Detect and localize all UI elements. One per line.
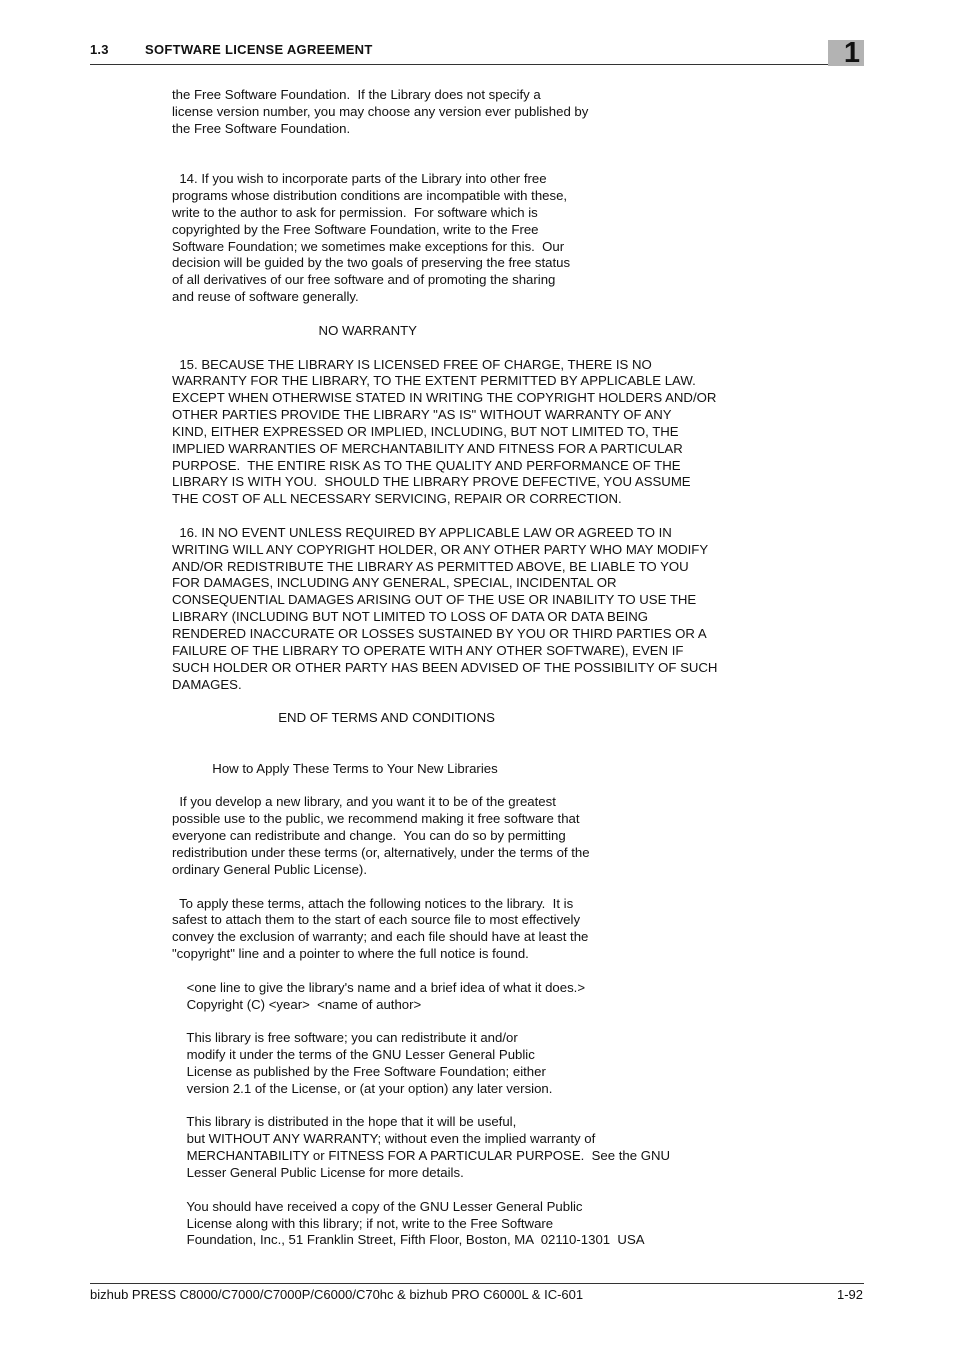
footer-divider — [90, 1283, 864, 1284]
text-line: write to the author to ask for permission. For software which is — [172, 204, 538, 220]
text-line: MERCHANTABILITY or FITNESS FOR A PARTICULAR PURPOSE. See the GNU — [172, 1148, 671, 1164]
text-line: the Free Software Foundation. — [172, 120, 351, 136]
text-line: This library is distributed in the hope that it will be useful, — [172, 1114, 517, 1130]
text-line: ordinary General Public License). — [172, 861, 367, 877]
text-line: possible use to the public, we recommend making it free software that — [172, 811, 580, 827]
text-line: PURPOSE. THE ENTIRE RISK AS TO THE QUALITY AND PERFORMANCE OF THE — [172, 457, 681, 473]
blank-line — [172, 1013, 772, 1030]
text-line: but WITHOUT ANY WARRANTY; without even the implied warranty of — [172, 1131, 596, 1147]
text-line: Copyright (C) <year> <name of author> — [172, 996, 422, 1012]
text-line: 14. If you wish to incorporate parts of the Library into other free — [172, 171, 547, 187]
text-line: decision will be guided by the two goals of preserving the free status — [172, 255, 571, 271]
blank-line — [172, 744, 772, 761]
text-line: WRITING WILL ANY COPYRIGHT HOLDER, OR ANY OTHER PARTY WHO MAY MODIFY — [172, 541, 709, 557]
text-line: WARRANTY FOR THE LIBRARY, TO THE EXTENT PERMITTED BY APPLICABLE LAW. — [172, 373, 696, 389]
blank-line — [172, 508, 772, 525]
text-line: License as published by the Free Software Foundation; either — [172, 1063, 546, 1079]
chapter-tab — [828, 37, 864, 69]
blank-line — [172, 693, 772, 710]
text-line: License along with this library; if not, write to the Free Software — [172, 1215, 554, 1231]
text-line: THE COST OF ALL NECESSARY SERVICING, REPAIR OR CORRECTION. — [172, 491, 622, 507]
section-number: 1.3 — [90, 42, 109, 57]
text-line: LIBRARY (INCLUDING BUT NOT LIMITED TO LOSS OF DATA OR DATA BEING — [172, 609, 649, 625]
license-text-body — [172, 87, 772, 1249]
blank-line — [172, 963, 772, 980]
text-line: KIND, EITHER EXPRESSED OR IMPLIED, INCLUDING, BUT NOT LIMITED TO, THE — [172, 423, 679, 439]
text-line: 15. BECAUSE THE LIBRARY IS LICENSED FREE OF CHARGE, THERE IS NO — [172, 356, 652, 372]
text-line: license version number, you may choose any version ever published by — [172, 103, 589, 119]
text-line: version 2.1 of the License, or (at your option) any later version. — [172, 1080, 553, 1096]
text-line: FAILURE OF THE LIBRARY TO OPERATE WITH ANY OTHER SOFTWARE), EVEN IF — [172, 642, 684, 658]
blank-line — [172, 727, 772, 744]
text-line: SUCH HOLDER OR OTHER PARTY HAS BEEN ADVISED OF THE POSSIBILITY OF SUCH — [172, 659, 718, 675]
blank-line — [172, 154, 772, 171]
text-line: END OF TERMS AND CONDITIONS — [172, 710, 495, 726]
text-line: of all derivatives of our free software and of promoting the sharing — [172, 272, 556, 288]
blank-line — [172, 340, 772, 357]
blank-line — [172, 1182, 772, 1199]
text-line: RENDERED INACCURATE OR LOSSES SUSTAINED BY YOU OR THIRD PARTIES OR A — [172, 626, 707, 641]
blank-line — [172, 306, 772, 323]
text-line: modify it under the terms of the GNU Lesser General Public — [172, 1047, 535, 1063]
text-line: safest to attach them to the start of each source file to most effectively — [172, 912, 581, 928]
blank-line — [172, 1098, 772, 1115]
text-line: Software Foundation; we sometimes make exceptions for this. Our — [172, 238, 565, 254]
text-line: everyone can redistribute and change. You can do so by permitting — [172, 828, 566, 844]
header-divider — [90, 64, 864, 65]
text-line: the Free Software Foundation. If the Library does not specify a — [172, 87, 541, 102]
text-line: CONSEQUENTIAL DAMAGES ARISING OUT OF THE USE OR INABILITY TO USE THE — [172, 592, 697, 608]
text-line: 16. IN NO EVENT UNLESS REQUIRED BY APPLICABLE LAW OR AGREED TO IN — [172, 524, 672, 540]
text-line: redistribution under these terms (or, alternatively, under the terms of the — [172, 844, 590, 860]
text-line: To apply these terms, attach the following notices to the library. It is — [172, 895, 574, 911]
section-title: SOFTWARE LICENSE AGREEMENT — [145, 42, 373, 57]
text-line: You should have received a copy of the GNU Lesser General Public — [172, 1198, 583, 1214]
text-line: This library is free software; you can redistribute it and/or — [172, 1030, 518, 1046]
text-line: FOR DAMAGES, INCLUDING ANY GENERAL, SPECIAL, INCIDENTAL OR — [172, 575, 617, 591]
text-line: NO WARRANTY — [172, 322, 417, 338]
footer-page-number: 1-92 — [836, 1287, 863, 1302]
footer-product-name: bizhub PRESS C8000/C7000/C7000P/C6000/C70hc & bizhub PRO C6000L & IC-601 — [90, 1287, 584, 1302]
text-line: and reuse of software generally. — [172, 289, 359, 305]
text-line: convey the exclusion of warranty; and each file should have at least the — [172, 929, 589, 945]
text-line: DAMAGES. — [172, 676, 242, 692]
text-line: OTHER PARTIES PROVIDE THE LIBRARY "AS IS" WITHOUT WARRANTY OF ANY — [172, 407, 672, 423]
blank-line — [172, 879, 772, 896]
text-line: IMPLIED WARRANTIES OF MERCHANTABILITY AND FITNESS FOR A PARTICULAR — [172, 440, 683, 456]
text-line: <one line to give the library's name and a brief idea of what it does.> — [172, 979, 586, 995]
text-line: How to Apply These Terms to Your New Libraries — [172, 760, 498, 776]
blank-line — [172, 778, 772, 795]
text-line: Foundation, Inc., 51 Franklin Street, Fifth Floor, Boston, MA 02110-1301 USA — [172, 1232, 645, 1248]
text-line: AND/OR REDISTRIBUTE THE LIBRARY AS PERMITTED ABOVE, BE LIABLE TO YOU — [172, 558, 689, 574]
text-line: If you develop a new library, and you want it to be of the greatest — [172, 794, 556, 810]
blank-line — [172, 138, 772, 155]
text-line: copyrighted by the Free Software Foundation, write to the Free — [172, 221, 539, 237]
text-line: LIBRARY IS WITH YOU. SHOULD THE LIBRARY PROVE DEFECTIVE, YOU ASSUME — [172, 474, 691, 490]
text-line: programs whose distribution conditions are incompatible with these, — [172, 188, 568, 204]
text-line: Lesser General Public License for more details. — [172, 1165, 464, 1180]
text-line: "copyright" line and a pointer to where the full notice is found. — [172, 946, 529, 962]
text-line: EXCEPT WHEN OTHERWISE STATED IN WRITING THE COPYRIGHT HOLDERS AND/OR — [172, 390, 717, 406]
chapter-number: 1 — [843, 37, 860, 69]
